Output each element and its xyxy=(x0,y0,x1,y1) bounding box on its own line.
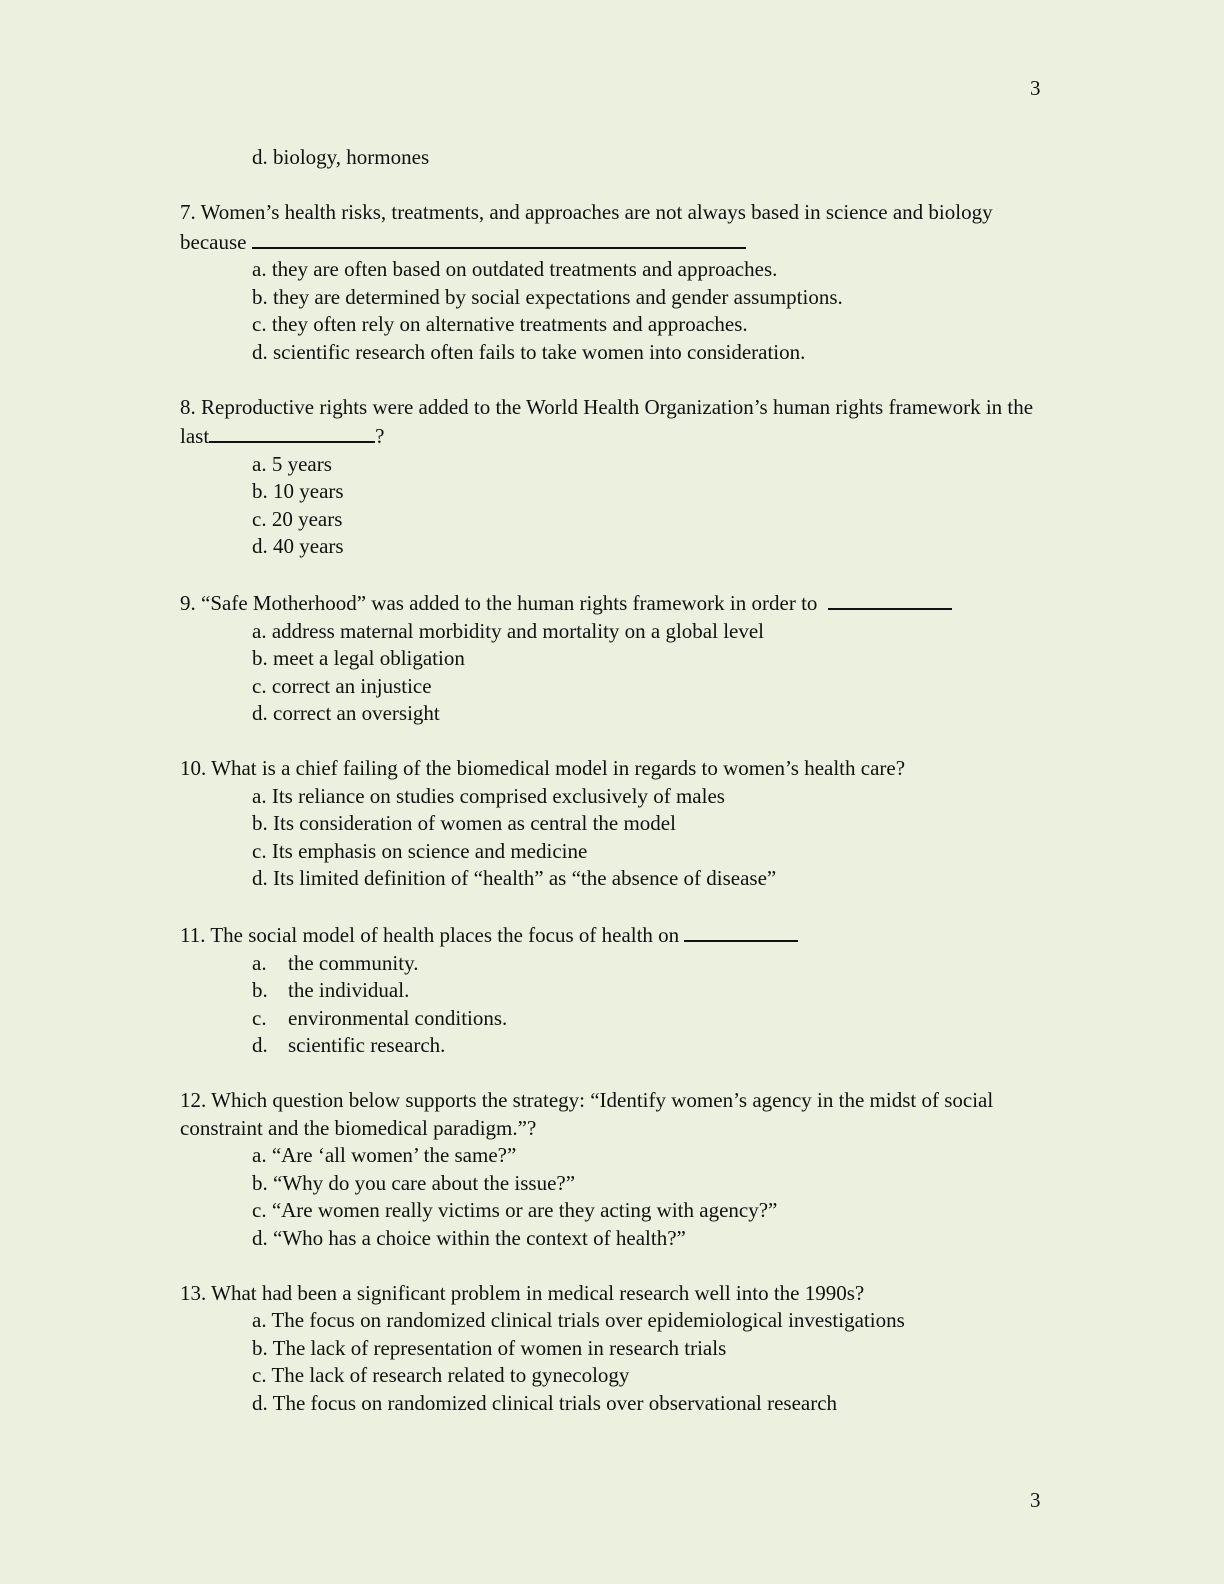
option-letter: a. xyxy=(252,950,267,975)
question-text: 8. Reproductive rights were added to the World Health Organization’s human rights framework in the last xyxy=(180,394,1034,448)
option-b: b. they are determined by social expectations and gender assumptions. xyxy=(252,284,843,309)
option-a: a. they are often based on outdated treatments and approaches. xyxy=(252,257,778,281)
option-a: a. “Are ‘all women’ the same?” xyxy=(252,1143,517,1167)
question-13 xyxy=(180,1280,1050,1418)
question-7 xyxy=(180,199,1050,366)
option-d: d. “Who has a choice within the context of health?” xyxy=(252,1225,686,1250)
option-c: c. they often rely on alternative treatments and approaches. xyxy=(252,312,748,336)
question-text: 11. The social model of health places the focus of health on xyxy=(180,923,680,947)
question-stem xyxy=(180,920,1050,950)
question-9 xyxy=(180,588,1050,728)
question-11 xyxy=(180,920,1050,1060)
option-a: a. address maternal morbidity and mortality on a global level xyxy=(252,618,765,643)
option-c: c. “Are women really victims or are they acting with agency?” xyxy=(252,1198,778,1222)
option-d: d. biology, hormones xyxy=(252,145,430,169)
option-c: c. Its emphasis on science and medicine xyxy=(252,838,588,863)
answer-blank xyxy=(684,920,798,942)
question-stem xyxy=(180,588,1050,618)
option-b: b. meet a legal obligation xyxy=(252,646,465,670)
answer-blank xyxy=(828,588,952,610)
question-12 xyxy=(180,1087,1050,1252)
question-stem xyxy=(180,1087,1050,1142)
option-text: scientific research. xyxy=(288,1033,446,1057)
option-b: b. The lack of representation of women in research trials xyxy=(252,1335,727,1360)
option-d: d. scientific research often fails to take women into consideration. xyxy=(252,339,806,364)
answer-options xyxy=(180,451,1050,561)
answer-options xyxy=(180,1307,1050,1417)
option-c: c. 20 years xyxy=(252,506,343,531)
option-c: c. The lack of research related to gynecology xyxy=(252,1363,630,1387)
question-text: 9. “Safe Motherhood” was added to the human rights framework in order to xyxy=(180,591,818,615)
option-text: environmental conditions. xyxy=(288,1005,508,1030)
option-d: d. Its limited definition of “health” as “the absence of disease” xyxy=(252,866,777,890)
answer-options xyxy=(180,618,1050,728)
option-a xyxy=(180,950,1050,978)
answer-blank xyxy=(209,421,375,443)
answer-options xyxy=(180,950,1050,1060)
option-d: d. The focus on randomized clinical trials over observational research xyxy=(252,1390,838,1415)
option-letter: d. xyxy=(252,1033,268,1057)
question-stem xyxy=(180,199,1050,256)
question-text: 13. What had been a significant problem in medical research well into the 1990s? xyxy=(180,1280,865,1305)
question-list xyxy=(180,144,1050,1445)
page-number-top: 3 xyxy=(1030,76,1041,100)
option-text: the individual. xyxy=(288,978,410,1002)
question-stem xyxy=(180,755,1050,783)
option-letter: c. xyxy=(252,1005,267,1030)
question-stem xyxy=(180,1280,1050,1308)
answer-options xyxy=(180,783,1050,893)
option-letter: b. xyxy=(252,978,268,1002)
question-text: 12. Which question below supports the strategy: “Identify women’s agency in the midst of social constraint and the biomedical paradigm.”? xyxy=(180,1088,994,1140)
option-c: c. correct an injustice xyxy=(252,673,432,698)
question-6-continuation xyxy=(180,144,1050,172)
option-text: the community. xyxy=(288,950,419,975)
page-number-bottom: 3 xyxy=(1030,1488,1041,1512)
question-stem xyxy=(180,394,1050,451)
option-a: a. 5 years xyxy=(252,451,332,476)
question-10 xyxy=(180,755,1050,893)
option-b: b. “Why do you care about the issue?” xyxy=(252,1170,576,1195)
option-b xyxy=(180,977,1050,1005)
answer-blank xyxy=(252,227,746,249)
question-text: 7. Women’s health risks, treatments, and approaches are not always based in science and biology because xyxy=(180,200,993,254)
option-d: d. correct an oversight xyxy=(252,701,440,725)
answer-options xyxy=(180,1142,1050,1252)
answer-options xyxy=(180,144,1050,172)
option-d: d. 40 years xyxy=(252,534,344,558)
question-text: 10. What is a chief failing of the biomedical model in regards to women’s health care? xyxy=(180,756,906,780)
answer-options xyxy=(180,256,1050,366)
option-a: a. Its reliance on studies comprised exclusively of males xyxy=(252,783,725,808)
question-8 xyxy=(180,394,1050,561)
option-d xyxy=(180,1032,1050,1060)
option-a: a. The focus on randomized clinical trials over epidemiological investigations xyxy=(252,1308,905,1332)
option-b: b. Its consideration of women as central the model xyxy=(252,811,676,835)
option-c xyxy=(180,1005,1050,1033)
question-mark: ? xyxy=(375,424,385,448)
option-b: b. 10 years xyxy=(252,479,344,503)
